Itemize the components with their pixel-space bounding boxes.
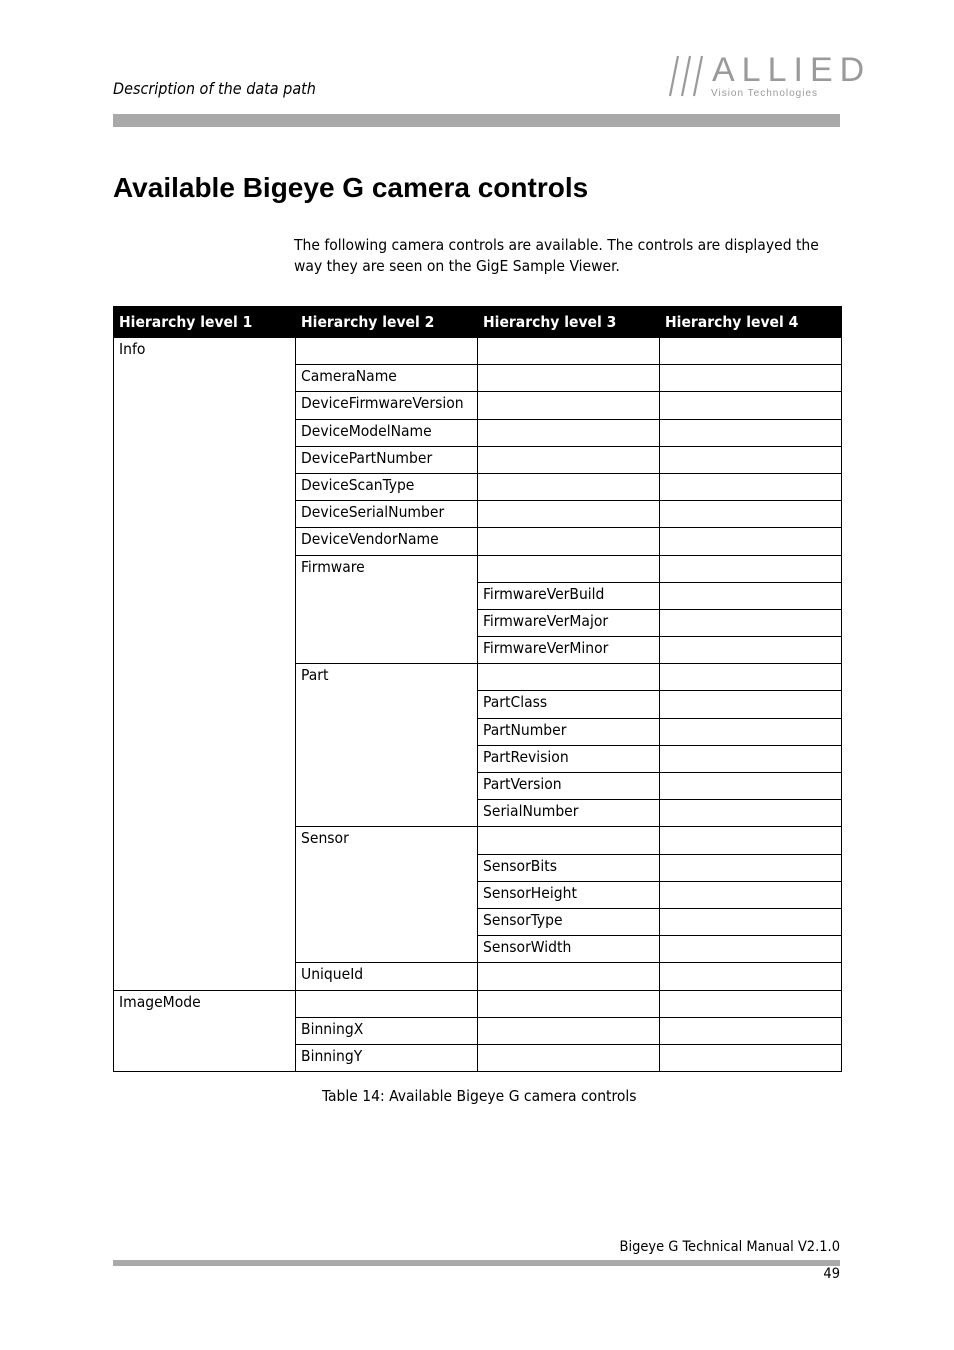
- table-row: [114, 990, 842, 1017]
- column-header: Hierarchy level 4: [660, 307, 842, 338]
- table-cell: [660, 664, 842, 691]
- footer-manual-title: Bigeye G Technical Manual V2.1.0: [619, 1239, 840, 1255]
- table-cell: [660, 555, 842, 582]
- table-cell: PartNumber: [478, 718, 660, 745]
- table-cell: [478, 1017, 660, 1044]
- header-section-title: Description of the data path: [113, 79, 316, 98]
- table-caption: Table 14: Available Bigeye G camera controls: [322, 1087, 637, 1105]
- table-cell: [660, 1044, 842, 1071]
- table-cell: [660, 338, 842, 365]
- table-cell: [478, 555, 660, 582]
- table-cell: [660, 908, 842, 935]
- table-cell: [660, 854, 842, 881]
- table-cell: [660, 419, 842, 446]
- table-cell: [660, 365, 842, 392]
- table-cell: [478, 528, 660, 555]
- table-cell: [660, 392, 842, 419]
- table-cell: [660, 773, 842, 800]
- table-row: [114, 338, 842, 365]
- table-cell: [660, 501, 842, 528]
- table-cell: UniqueId: [296, 963, 478, 990]
- logo-subtitle: Vision Technologies: [711, 88, 819, 99]
- table-cell: [660, 1017, 842, 1044]
- table-cell: [478, 501, 660, 528]
- allied-logo: [668, 51, 872, 100]
- table-cell: [660, 473, 842, 500]
- table-cell: BinningY: [296, 1044, 478, 1071]
- table-cell: [660, 582, 842, 609]
- table-cell: [660, 691, 842, 718]
- logo-word: ALLIED: [712, 51, 872, 89]
- table-cell: [660, 637, 842, 664]
- table-cell: FirmwareVerMajor: [478, 609, 660, 636]
- table-cell: PartRevision: [478, 745, 660, 772]
- table-cell: [660, 718, 842, 745]
- table-cell: SensorType: [478, 908, 660, 935]
- table-cell: [296, 990, 478, 1017]
- table-cell: [660, 528, 842, 555]
- table-cell: [660, 800, 842, 827]
- table-cell: Firmware: [296, 555, 478, 664]
- table-cell: CameraName: [296, 365, 478, 392]
- table-cell: [660, 609, 842, 636]
- table-cell: [478, 990, 660, 1017]
- table-cell: Sensor: [296, 827, 478, 963]
- table-cell: [478, 963, 660, 990]
- table-cell: SensorWidth: [478, 936, 660, 963]
- table-cell: Part: [296, 664, 478, 827]
- table-cell: FirmwareVerBuild: [478, 582, 660, 609]
- table-cell: ImageMode: [114, 990, 296, 1072]
- table-cell: DeviceFirmwareVersion: [296, 392, 478, 419]
- table-cell: [478, 338, 660, 365]
- logo-slashes-icon: [668, 54, 708, 98]
- table-cell: PartVersion: [478, 773, 660, 800]
- table-cell: [660, 990, 842, 1017]
- table-cell: DeviceModelName: [296, 419, 478, 446]
- table-cell: [478, 664, 660, 691]
- table-cell: DeviceVendorName: [296, 528, 478, 555]
- table-cell: [478, 365, 660, 392]
- intro-paragraph: The following camera controls are available. The controls are displayed the way they are seen on the GigE Sample Viewer.: [294, 236, 819, 275]
- table-cell: SerialNumber: [478, 800, 660, 827]
- page-title: Available Bigeye G camera controls: [113, 172, 589, 203]
- column-header: Hierarchy level 3: [478, 307, 660, 338]
- table-cell: [660, 881, 842, 908]
- table-cell: [478, 473, 660, 500]
- table-cell: [478, 446, 660, 473]
- column-header: Hierarchy level 1: [114, 307, 296, 338]
- table-cell: [660, 446, 842, 473]
- table-cell: DeviceSerialNumber: [296, 501, 478, 528]
- camera-controls-table: [113, 306, 842, 1072]
- table-cell: [478, 419, 660, 446]
- table-cell: SensorHeight: [478, 881, 660, 908]
- table-cell: SensorBits: [478, 854, 660, 881]
- footer-divider: [113, 1260, 840, 1266]
- table-header-row: [114, 307, 842, 338]
- table-cell: BinningX: [296, 1017, 478, 1044]
- table-cell: [296, 338, 478, 365]
- page-number: 49: [823, 1266, 840, 1282]
- table-cell: [478, 1044, 660, 1071]
- table-cell: [660, 827, 842, 854]
- header-divider: [113, 114, 840, 127]
- table-cell: [660, 963, 842, 990]
- table-cell: DeviceScanType: [296, 473, 478, 500]
- table-cell: PartClass: [478, 691, 660, 718]
- table-cell: [660, 936, 842, 963]
- table-cell: [478, 827, 660, 854]
- table-cell: [478, 392, 660, 419]
- table-cell: DevicePartNumber: [296, 446, 478, 473]
- table-cell: FirmwareVerMinor: [478, 637, 660, 664]
- column-header: Hierarchy level 2: [296, 307, 478, 338]
- table-cell: Info: [114, 338, 296, 991]
- table-cell: [660, 745, 842, 772]
